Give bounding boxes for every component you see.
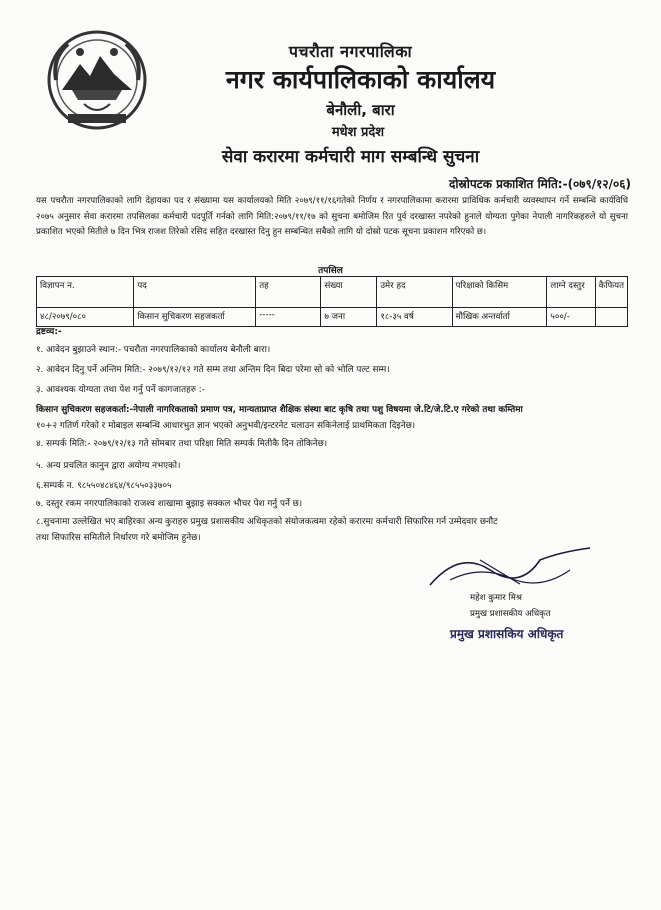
table-cell: १८-३५ वर्ष (377, 308, 452, 327)
table-cell: ७ जना (321, 308, 377, 327)
notice-title: सेवा करारमा कर्मचारी माग सम्बन्धि सुचना (221, 147, 480, 167)
designation-stamp: प्रमुख प्रशासकिय अधिकृत (450, 627, 564, 641)
header-cell: परिक्षाको किसिम (452, 277, 547, 308)
header-cell: तह (256, 277, 321, 308)
note-item: ६.सम्पर्क न. ९८५५०४८४६४/९८५५०३३७०५ (36, 481, 172, 491)
notice-paragraph: यस पचरौता नगरपालिकाको लागि देहायका पद र संख्यामा यस कार्यालयको मिति २०७९/११/१६गतेको निर्णय र नगरपालिकामा करारमा प्राविधिक कर्मचारी व्यवस्थापन गर्ने सम्बन्धि कार्यविधि २०७५ अनुसार सेवा करारमा तपसिलका कर्मचारी पदपुर्ति गर्नको लागि मिति:२०७९/११/१७ को सुचना बमोजिम रित पुर्व दरखास्त नपरेको हुनाले योग्यता पुगेका नेपाली नागरिकहरुले यो सुचना प्रकाशित भएको मितीले ७ दिन भित्र राजश तिरेको रसिद सहित दरखास्त दिनु हुन सम्बन्धित सबैको लागि यो दोस्रो पटक सूचना प्रकाशन गरिएको छ। (36, 196, 628, 237)
table-cell: ४८/२०७९/०८० (37, 308, 134, 327)
header-cell: पद (134, 277, 256, 308)
publish-date: दोस्रोपटक प्रकाशित मिति:-(०७९/१२/०६) (449, 177, 631, 191)
note-item: किसान सुचिकरण सहजकर्ता:-नेपाली नागरिकताको प्रमाण पत्र, मान्यताप्राप्त शैक्षिक संस्था बाट कृषि तथा पशु विषयमा जे.टि/जे.टि.ए गरेको तथा कम्तिमा (36, 405, 523, 415)
table-cell: ५००/- (547, 308, 595, 327)
header-cell: उमेर हद (377, 277, 452, 308)
table-row (37, 308, 628, 327)
office-name: नगर कार्यपालिकाको कार्यालय (225, 65, 496, 94)
header-cell: लाग्ने दस्तुर (547, 277, 595, 308)
signatory-designation: प्रमुख प्रशासकीय अधिकृत (470, 609, 551, 619)
note-item: ३. आवश्यक योग्यता तथा पेश गर्नु पर्ने कागजातहरु :- (36, 385, 205, 395)
table-cell (595, 308, 627, 327)
signature-icon (420, 540, 600, 595)
note-item: तथा सिफारिस समितीले निर्धारण गरे बमोजिम हुनेछ। (36, 533, 201, 543)
table-header-row (37, 277, 628, 308)
signatory-name: महेश कुमार मिश्र (470, 593, 522, 603)
office-location: बेनौली, बारा (326, 101, 395, 119)
note-item: १०+२ गतिर्ण गरेको र मोबाइल सम्बन्धि आधारभुत ज्ञान भएको अनुभवी/इन्टरनेट चलाउन सकिनेलाई प्राथमिकता दिइनेछ। (36, 421, 416, 431)
details-heading: तपसिल (318, 266, 343, 276)
note-item: ५. अन्य प्रचलित कानुन द्वारा अयोग्य नभएको। (36, 461, 181, 471)
vacancy-table (36, 276, 628, 327)
note-item: १. आवेदन बुझाउने स्थान:- पचरौता नगरपालिकाको कार्यालय बेनौली बारा। (36, 345, 271, 355)
table-cell: ----- (256, 308, 321, 327)
notes-label: द्रष्टव्य:- (36, 327, 62, 337)
header-cell: संख्या (321, 277, 377, 308)
header-cell: विज्ञापन न. (37, 277, 134, 308)
note-item: ४. सम्पर्क मिति:- २०७९/१२/१३ गते सोमबार तथा परिक्षा मिति सम्पर्क मितीकै दिन तोकिनेछ। (36, 439, 328, 449)
note-item: ७. दस्तुर रकम नगरपालिकाको राजश्व शाखामा बुझाइ सक्कल भौचर पेश गर्नु पर्ने छ। (36, 499, 303, 509)
note-item: ८.सुचनामा उल्लेखित भए बाहिरका अन्य कुराहरु प्रमुख प्रशासकीय अधिकृतको संयोजकत्वमा रहेको करारमा कर्मचारी सिफारिस गर्न उम्मेदवार छनौट (36, 517, 498, 527)
table-cell: किसान सुचिकरण सहजकर्ता (134, 308, 256, 327)
province-name: मधेश प्रदेश (331, 125, 385, 140)
table-cell: मौखिक अन्तर्वार्ता (452, 308, 547, 327)
municipality-name: पचरौता नगरपालिका (288, 42, 413, 61)
note-item: २. आवेदन दिनु पर्ने अन्तिम मिति:- २०७९/१२/१२ गते सम्म तथा अन्तिम दिन बिदा परेमा सो को भोलि पल्ट सम्म। (36, 365, 390, 375)
header-cell: कैफियत (595, 277, 627, 308)
signatory-block (470, 590, 551, 622)
